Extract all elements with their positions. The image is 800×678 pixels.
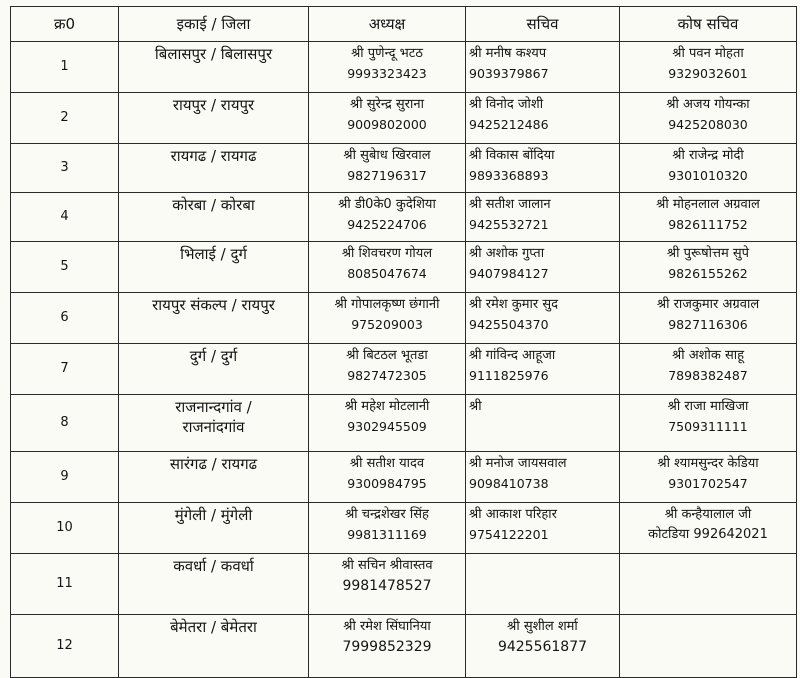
serial-cell: 3 bbox=[11, 144, 119, 193]
header-treasurer: कोष सचिव bbox=[620, 7, 797, 42]
secretary-phone: 9039379867 bbox=[469, 66, 549, 81]
president-phone: 9300984795 bbox=[347, 476, 427, 491]
treasurer-phone: 9827116306 bbox=[668, 317, 748, 332]
secretary-phone: 9425212486 bbox=[469, 117, 549, 132]
treasurer-name-line-2: कोटडिया bbox=[648, 527, 690, 542]
table-row bbox=[11, 554, 797, 615]
secretary-name: श्री अशोक गुप्ता bbox=[469, 246, 545, 261]
secretary-name: श्री सतीश जालान bbox=[469, 197, 551, 212]
serial-cell: 1 bbox=[11, 42, 119, 93]
serial-cell: 2 bbox=[11, 93, 119, 144]
secretary-name: श्री bbox=[469, 399, 482, 414]
president-phone: 9981311169 bbox=[347, 527, 427, 542]
treasurer-name: श्री पवन मोहता bbox=[672, 46, 744, 61]
president-cell bbox=[309, 293, 466, 344]
table-row bbox=[11, 452, 797, 503]
header-serial: क्र0 bbox=[11, 7, 119, 42]
president-name: श्री सुरेन्द्र सुराना bbox=[350, 97, 424, 112]
secretary-cell bbox=[466, 344, 620, 395]
president-name: श्री महेश मोटलानी bbox=[344, 399, 430, 414]
president-cell bbox=[309, 452, 466, 503]
treasurer-cell bbox=[620, 452, 797, 503]
treasurer-phone: 7509311111 bbox=[668, 419, 748, 434]
treasurer-name: श्री मोहनलाल अग्रवाल bbox=[656, 197, 760, 212]
treasurer-cell bbox=[620, 344, 797, 395]
president-phone: 7999852329 bbox=[342, 639, 432, 655]
treasurer-phone: 9826111752 bbox=[668, 217, 748, 232]
unit-cell: सारंगढ / रायगढ bbox=[119, 452, 309, 503]
office-bearers-table bbox=[10, 6, 797, 678]
treasurer-cell bbox=[620, 615, 797, 678]
unit-cell: मुंगेली / मुंगेली bbox=[119, 503, 309, 554]
secretary-phone: 9111825976 bbox=[469, 368, 549, 383]
table-row bbox=[11, 193, 797, 242]
unit-cell: रायपुर संकल्प / रायपुर bbox=[119, 293, 309, 344]
president-name: श्री सचिन श्रीवास्तव bbox=[341, 558, 433, 573]
president-phone: 975209003 bbox=[351, 317, 423, 332]
treasurer-name: श्री श्यामसुन्दर केडिया bbox=[657, 456, 759, 471]
secretary-cell bbox=[466, 193, 620, 242]
secretary-cell bbox=[466, 452, 620, 503]
secretary-phone: 9407984127 bbox=[469, 266, 549, 281]
treasurer-name: श्री अजय गोयन्का bbox=[666, 97, 750, 112]
header-unit: इकाई / जिला bbox=[119, 7, 309, 42]
president-name: श्री शिवचरण गोयल bbox=[341, 246, 433, 261]
president-cell bbox=[309, 554, 466, 615]
president-name: श्री सुबेाध खिरवाल bbox=[343, 148, 431, 163]
serial-cell: 11 bbox=[11, 554, 119, 615]
treasurer-cell bbox=[620, 503, 797, 554]
president-phone: 9827472305 bbox=[347, 368, 427, 383]
treasurer-phone: 9301702547 bbox=[668, 476, 748, 491]
treasurer-phone: 992642021 bbox=[693, 527, 768, 542]
treasurer-cell bbox=[620, 554, 797, 615]
serial-cell: 4 bbox=[11, 193, 119, 242]
unit-cell: बेमेतरा / बेमेतरा bbox=[119, 615, 309, 678]
serial-cell: 7 bbox=[11, 344, 119, 395]
president-phone: 9425224706 bbox=[347, 217, 427, 232]
treasurer-cell bbox=[620, 293, 797, 344]
treasurer-cell bbox=[620, 395, 797, 452]
president-cell bbox=[309, 615, 466, 678]
secretary-name: श्री विकास बोंदिया bbox=[469, 148, 555, 163]
unit-cell: रायपुर / रायपुर bbox=[119, 93, 309, 144]
treasurer-name: श्री अशोक साहू bbox=[671, 348, 745, 363]
treasurer-cell bbox=[620, 193, 797, 242]
president-phone: 9827196317 bbox=[347, 168, 427, 183]
treasurer-name: श्री राजकुमार अग्रवाल bbox=[656, 297, 760, 312]
secretary-phone: 9425561877 bbox=[497, 639, 588, 655]
president-name: श्री गोपालकृष्ण छंगानी bbox=[334, 297, 440, 312]
header-row bbox=[11, 7, 797, 42]
header-president: अध्यक्ष bbox=[309, 7, 466, 42]
secretary-cell bbox=[466, 293, 620, 344]
table-row bbox=[11, 395, 797, 452]
unit-cell: दुर्ग / दुर्ग bbox=[119, 344, 309, 395]
secretary-cell bbox=[466, 144, 620, 193]
treasurer-phone: 9826155262 bbox=[668, 266, 748, 281]
serial-cell: 10 bbox=[11, 503, 119, 554]
treasurer-cell bbox=[620, 93, 797, 144]
secretary-name: श्री गांविन्द आहूजा bbox=[469, 348, 556, 363]
secretary-name: श्री आकाश परिहार bbox=[469, 507, 557, 522]
secretary-phone: 9425532721 bbox=[469, 217, 549, 232]
secretary-name: श्री मनीष कश्यप bbox=[469, 46, 547, 61]
unit-cell bbox=[119, 395, 309, 452]
secretary-name: श्री सुशील शर्मा bbox=[507, 619, 578, 634]
president-phone: 9993323423 bbox=[347, 66, 427, 81]
header-secretary: सचिव bbox=[466, 7, 620, 42]
president-cell bbox=[309, 42, 466, 93]
treasurer-cell bbox=[620, 242, 797, 293]
president-cell bbox=[309, 193, 466, 242]
treasurer-phone: 9329032601 bbox=[668, 66, 748, 81]
unit-cell: भिलाई / दुर्ग bbox=[119, 242, 309, 293]
table-row bbox=[11, 293, 797, 344]
secretary-phone: 9425504370 bbox=[469, 317, 549, 332]
table-row bbox=[11, 503, 797, 554]
serial-cell: 6 bbox=[11, 293, 119, 344]
secretary-cell bbox=[466, 93, 620, 144]
secretary-name: श्री मनोज जायसवाल bbox=[469, 456, 567, 471]
treasurer-name: श्री कन्हैयालाल जी bbox=[664, 507, 752, 522]
president-name: श्री डी0के0 कुदेशिया bbox=[338, 197, 436, 212]
table-row bbox=[11, 144, 797, 193]
treasurer-cell bbox=[620, 144, 797, 193]
table-row bbox=[11, 42, 797, 93]
treasurer-phone: 9301010320 bbox=[668, 168, 748, 183]
unit-cell: बिलासपुर / बिलासपुर bbox=[119, 42, 309, 93]
secretary-name: श्री रमेश कुमार सुद bbox=[469, 297, 559, 312]
president-name: श्री बिटठल भूतडा bbox=[346, 348, 428, 363]
president-cell bbox=[309, 395, 466, 452]
unit-line-2: राजनांदगांव bbox=[182, 418, 245, 436]
secretary-cell bbox=[466, 242, 620, 293]
president-name: श्री चन्द्रशेखर सिंह bbox=[345, 507, 429, 522]
president-phone: 9302945509 bbox=[347, 419, 427, 434]
secretary-name: श्री विनोद जोशी bbox=[469, 97, 544, 112]
president-phone: 8085047674 bbox=[347, 266, 427, 281]
serial-cell: 12 bbox=[11, 615, 119, 678]
president-name: श्री सतीश यादव bbox=[349, 456, 425, 471]
president-cell bbox=[309, 344, 466, 395]
president-cell bbox=[309, 242, 466, 293]
president-name: श्री रमेश सिंघानिया bbox=[343, 619, 431, 634]
serial-cell: 9 bbox=[11, 452, 119, 503]
president-cell bbox=[309, 144, 466, 193]
treasurer-name: श्री पुरूषोत्तम सुपे bbox=[666, 246, 750, 261]
treasurer-cell bbox=[620, 42, 797, 93]
secretary-cell bbox=[466, 554, 620, 615]
unit-line-1: राजनान्दगांव / bbox=[175, 398, 252, 416]
secretary-phone: 9754122201 bbox=[469, 527, 549, 542]
table-row bbox=[11, 615, 797, 678]
secretary-cell bbox=[466, 395, 620, 452]
treasurer-name: श्री राजेन्द्र मोदी bbox=[672, 148, 744, 163]
president-phone: 9009802000 bbox=[347, 117, 427, 132]
serial-cell: 8 bbox=[11, 395, 119, 452]
treasurer-phone: 9425208030 bbox=[668, 117, 748, 132]
table-row bbox=[11, 93, 797, 144]
secretary-phone: 9893368893 bbox=[469, 168, 549, 183]
table-row bbox=[11, 242, 797, 293]
president-cell bbox=[309, 503, 466, 554]
treasurer-phone: 7898382487 bbox=[668, 368, 748, 383]
president-name: श्री पुणेन्दू भटठ bbox=[351, 46, 423, 61]
president-cell bbox=[309, 93, 466, 144]
secretary-phone: 9098410738 bbox=[469, 476, 549, 491]
secretary-cell bbox=[466, 42, 620, 93]
secretary-cell bbox=[466, 503, 620, 554]
unit-cell: रायगढ / रायगढ bbox=[119, 144, 309, 193]
secretary-cell bbox=[466, 615, 620, 678]
treasurer-name: श्री राजा माखिजा bbox=[667, 399, 749, 414]
unit-cell: कोरबा / कोरबा bbox=[119, 193, 309, 242]
serial-cell: 5 bbox=[11, 242, 119, 293]
unit-cell: कवर्धा / कवर्धा bbox=[119, 554, 309, 615]
table-row bbox=[11, 344, 797, 395]
president-phone: 9981478527 bbox=[342, 578, 432, 594]
